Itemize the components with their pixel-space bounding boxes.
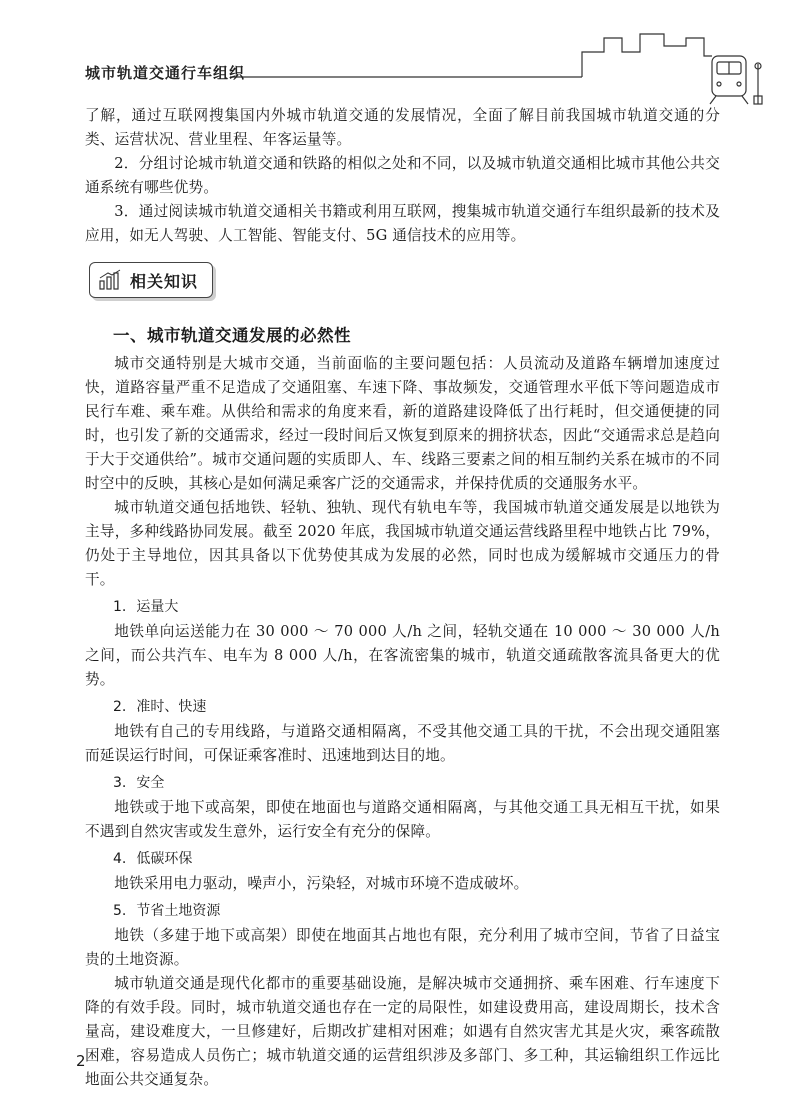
intro-item-3: 3．通过阅读城市轨道交通相关书籍或利用互联网，搜集城市轨道交通行车组织最新的技术及应用，如无人驾驶、人工智能、智能支付、5G 通信技术的应用等。 — [85, 203, 720, 244]
page-number: 2 — [76, 1052, 86, 1070]
section-tag-label: 相关知识 — [130, 271, 199, 291]
intro-paragraph: 了解，通过互联网搜集国内外城市轨道交通的发展情况，全面了解目前我国城市轨道交通的分类、运营状况、营业里程、年客运量等。 — [85, 107, 720, 148]
advantage-text: 地铁采用电力驱动，噪声小，污染轻，对城市环境不造成破坏。 — [114, 875, 529, 892]
advantage-heading: 3. 安全 — [113, 775, 165, 791]
advantage-heading: 5. 节省土地资源 — [113, 903, 221, 919]
advantage-heading: 2. 准时、快速 — [113, 699, 207, 715]
bar-chart-icon — [98, 269, 122, 291]
header-title: 城市轨道交通行车组织 — [85, 64, 246, 82]
closing-paragraph: 城市轨道交通是现代化都市的重要基础设施，是解决城市交通拥挤、乘车困难、行车速度下降的有效手段。同时，城市轨道交通也存在一定的局限性，如建设费用高，建设周期长，技术含量高，建设难度大，一旦修建好，后期改扩建相对困难；如遇有自然灾害尤其是火灾，乘客疏散困难，容易造成人员伤亡；城市轨道交通的运营组织涉及多部门、多工种，其运输组织工作远比地面公共交通复杂。 — [85, 975, 720, 1088]
skyline-train-illustration — [0, 0, 800, 110]
intro-item-2: 2．分组讨论城市轨道交通和铁路的相似之处和不同，以及城市轨道交通相比城市其他公共交通系统有哪些优势。 — [85, 155, 720, 196]
body-paragraph: 城市轨道交通包括地铁、轻轨、独轨、现代有轨电车等，我国城市轨道交通发展是以地铁为主导，多种线路协同发展。截至 2020 年底，我国城市轨道交通运营线路里程中地铁占比 79%，仍处于主导地位，因其具备以下优势使其成为发展的必然，同时也成为缓解城市交通压力的骨干。 — [85, 499, 720, 588]
page-content — [85, 104, 720, 1092]
section-heading: 一、城市轨道交通发展的必然性 — [113, 326, 351, 345]
advantage-text: 地铁有自己的专用线路，与道路交通相隔离，不受其他交通工具的干扰，不会出现交通阻塞而延误运行时间，可保证乘客准时、迅速地到达目的地。 — [85, 723, 720, 764]
advantage-heading: 4. 低碳环保 — [113, 851, 193, 867]
advantage-text: 地铁单向运送能力在 30 000 ～ 70 000 人/h 之间，轻轨交通在 10 000 ～ 30 000 人/h 之间，而公共汽车、电车为 8 000 人/h，在客流密集的城市，轨道交通疏散客流具备更大的优势。 — [85, 623, 720, 688]
related-knowledge-tag — [89, 262, 213, 298]
skyline-outline — [582, 34, 712, 77]
advantage-heading: 1. 运量大 — [113, 599, 179, 615]
advantage-text: 地铁或于地下或高架，即使在地面也与道路交通相隔离，与其他交通工具无相互干扰，如果不遇到自然灾害或发生意外，运行安全有充分的保障。 — [85, 799, 720, 840]
signal-icon — [754, 63, 762, 104]
train-icon — [710, 56, 748, 104]
advantage-text: 地铁（多建于地下或高架）即使在地面其占地也有限，充分利用了城市空间，节省了日益宝贵的土地资源。 — [85, 927, 720, 968]
body-paragraph: 城市交通特别是大城市交通，当前面临的主要问题包括：人员流动及道路车辆增加速度过快，道路容量严重不足造成了交通阻塞、车速下降、事故频发，交通管理水平低下等问题造成市民行车难、乘车难。从供给和需求的角度来看，新的道路建设降低了出行耗时，但交通便捷的同时，也引发了新的交通需求，经过一段时间后又恢复到原来的拥挤状态，因此“交通需求总是趋向于大于交通供给”。城市交通问题的实质即人、车、线路三要素之间的相互制约关系在城市的不同时空中的反映，其核心是如何满足乘客广泛的交通需求，并保持优质的交通服务水平。 — [85, 355, 720, 492]
page-header — [0, 0, 800, 110]
